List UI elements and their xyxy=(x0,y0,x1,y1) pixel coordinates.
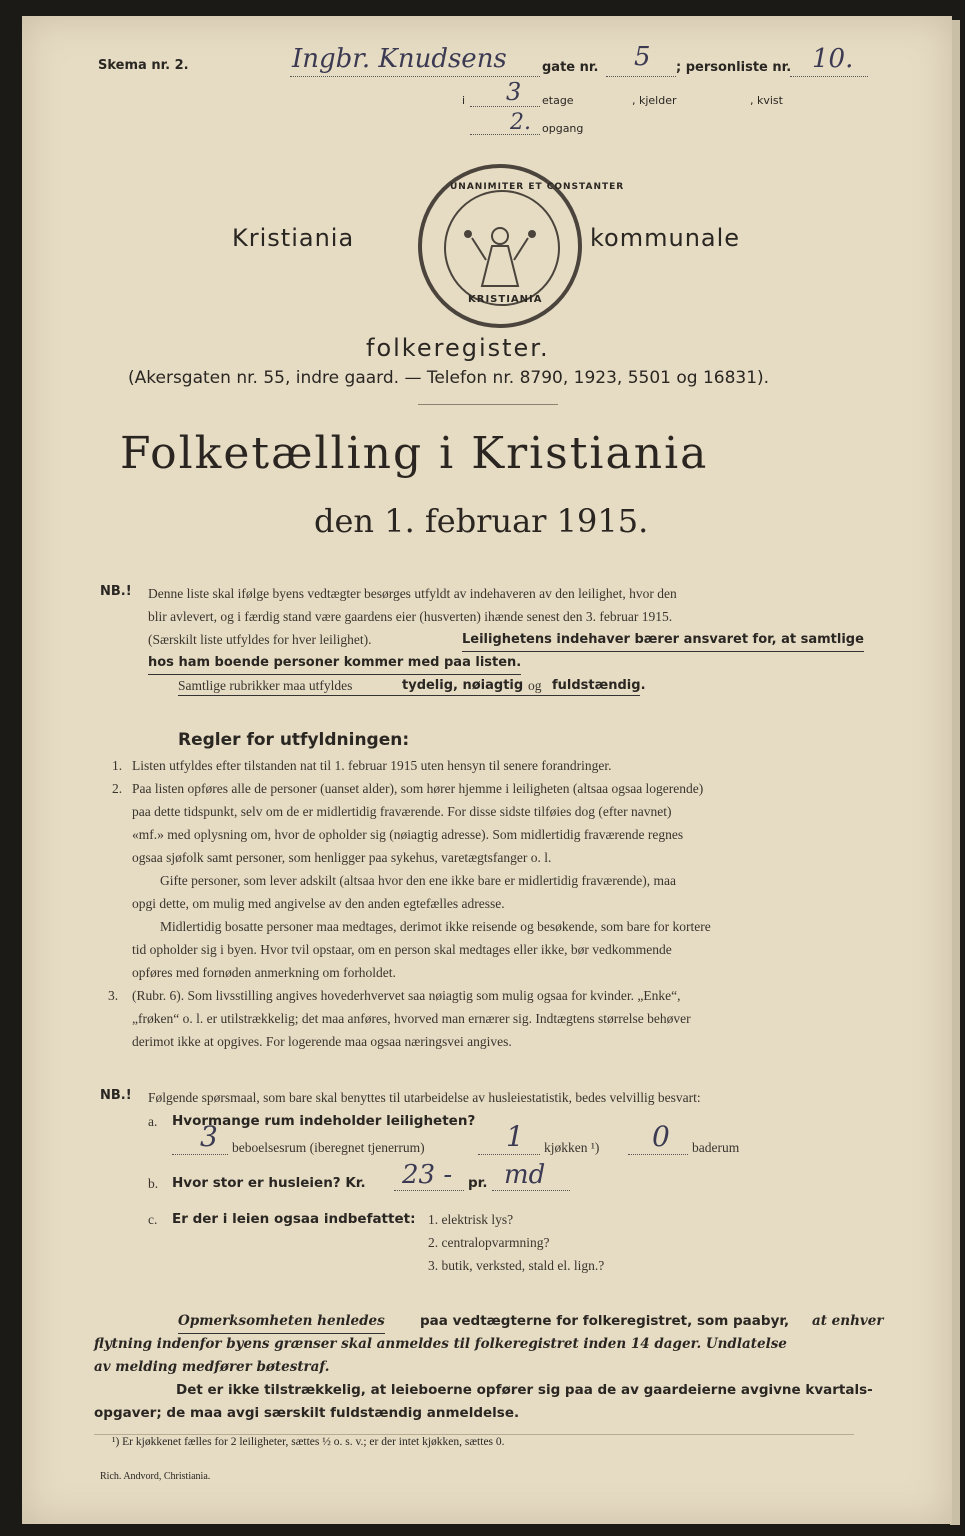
pr-label: pr. xyxy=(468,1175,488,1191)
nb1-line1: Denne liste skal ifølge byens vedtægter besørges utfyldt av indehaveren av den leilighet, hvor den xyxy=(148,586,677,601)
street-underline xyxy=(290,76,540,77)
rule1-text: Listen utfyldes efter tilstanden nat til 1. februar 1915 uten hensyn til senere forandringer. xyxy=(132,758,612,773)
rent-period-handwritten: md xyxy=(504,1160,546,1190)
bath-underline xyxy=(628,1154,688,1155)
rule2-line4: ogsaa sjøfolk samt personer, som henligger paa sykehus, varetægtsfanger o. l. xyxy=(132,850,552,865)
opgang-value-handwritten: 2. xyxy=(510,110,531,135)
i-label: i xyxy=(462,94,466,107)
rule3-number: 3. xyxy=(108,988,119,1003)
census-form xyxy=(22,16,952,1524)
question-c-label: c. xyxy=(148,1212,158,1227)
rule3-line3: derimot ikke at opgives. For logerende maa ogsaa næringsvei angives. xyxy=(132,1034,512,1049)
form-date: den 1. februar 1915. xyxy=(314,502,649,540)
nb1-label: NB.! xyxy=(100,584,132,599)
org-left: Kristiania xyxy=(232,224,355,252)
org-address: (Akersgaten nr. 55, indre gaard. — Telefon nr. 8790, 1923, 5501 og 16831). xyxy=(128,368,770,388)
notice-line1-end: at enhver xyxy=(812,1313,884,1329)
kitchen-label: kjøkken ¹) xyxy=(544,1140,600,1155)
option-c1: 1. elektrisk lys? xyxy=(428,1212,514,1227)
rent-underline xyxy=(394,1190,464,1191)
skema-label: Skema nr. 2. xyxy=(98,58,189,73)
kristiania-seal xyxy=(418,164,625,328)
nb1-line5c: og xyxy=(528,678,542,693)
nb1-line4: hos ham boende personer kommer med paa listen. xyxy=(148,651,521,675)
kvist-label: , kvist xyxy=(750,94,783,107)
rule3-line1: (Rubr. 6). Som livsstilling angives hovederhvervet saa nøiagtig som mulig ogsaa for kvinder. „Enke“, xyxy=(132,988,681,1003)
rooms-underline xyxy=(172,1154,228,1155)
footnote-divider xyxy=(94,1434,854,1435)
question-c-text: Er der i leien ogsaa indbefattet: xyxy=(172,1211,416,1227)
rule1-number: 1. xyxy=(112,758,123,773)
gate-label: gate nr. xyxy=(542,60,599,75)
notice-line4: Det er ikke tilstrækkelig, at leieboerne opfører sig paa de av gaardeierne avgivne kvartals- xyxy=(176,1382,873,1398)
etage-label: etage xyxy=(542,94,574,107)
kitchen-value-handwritten: 1 xyxy=(506,1120,524,1153)
bath-label: baderum xyxy=(692,1140,740,1155)
rule2-line7: Midlertidig bosatte personer maa medtages, derimot ikke reisende og besøkende, som bare for kortere xyxy=(160,919,711,934)
opgang-underline xyxy=(470,134,540,135)
folkeregister-label: folkeregister. xyxy=(366,334,550,362)
rule2-line2: paa dette tidspunkt, selv om de er midlertidig fraværende. For disse sidste tilføies dog (efter navnet) xyxy=(132,804,672,819)
seal-text-top: UNANIMITER ET CONSTANTER xyxy=(450,182,625,192)
nb1-line2: blir avlevert, og i færdig stand være gaardens eier (husverten) ihænde senest den 3. februar 1915. xyxy=(148,609,673,624)
rule2-line9: opføres med fornøden anmerkning om forholdet. xyxy=(132,965,396,980)
personliste-underline xyxy=(790,76,868,77)
nb2-intro: Følgende spørsmaal, som bare skal benyttes til utarbeidelse av husleiestatistik, bedes velvillig besvart: xyxy=(148,1090,701,1105)
option-c2: 2. centralopvarmning? xyxy=(428,1235,550,1250)
question-a-label: a. xyxy=(148,1114,158,1129)
rent-period-underline xyxy=(492,1190,570,1191)
notice-line5: opgaver; de maa avgi særskilt fuldstændig anmeldelse. xyxy=(94,1405,520,1421)
rule2-line3: «mf.» med oplysning om, hvor de opholder sig (nøiagtig adresse). Som midlertidig fraværende regnes xyxy=(132,827,684,842)
nb1-line5-underline xyxy=(178,695,640,696)
personliste-label: ; personliste nr. xyxy=(676,60,792,75)
rule2-line1: Paa listen opføres alle de personer (uanset alder), som hører hjemme i leiligheten (altsaa ogsaa logerende) xyxy=(132,781,704,796)
seal-text-bottom: KRISTIANIA xyxy=(468,294,543,305)
org-right: kommunale xyxy=(590,224,741,252)
rooms-value-handwritten: 3 xyxy=(200,1120,218,1153)
nb1-line5a: Samtlige rubrikker maa utfyldes xyxy=(178,678,353,693)
question-a-text: Hvormange rum indeholder leiligheten? xyxy=(172,1113,476,1129)
question-b-label: b. xyxy=(148,1176,159,1191)
rooms-label: beboelsesrum (iberegnet tjenerrum) xyxy=(232,1140,425,1155)
nb1-line5d: fuldstændig. xyxy=(552,678,646,693)
printer-credit: Rich. Andvord, Christiania. xyxy=(100,1471,211,1482)
rule2-line5: Gifte personer, som lever adskilt (altsaa hvor den ene ikke bare er midlertidig fraværende), maa xyxy=(160,873,677,888)
form-title: Folketælling i Kristiania xyxy=(120,428,709,479)
rent-value-handwritten: 23 - xyxy=(402,1160,453,1190)
rule2-number: 2. xyxy=(112,781,123,796)
notice-line1: paa vedtægterne for folkeregistret, som paabyr, xyxy=(420,1313,790,1329)
nb1-line5b: tydelig, nøiagtig xyxy=(402,678,524,693)
opgang-label: opgang xyxy=(542,122,584,135)
rule2-line8: tid opholder sig i byen. Hvor tvil opstaar, om en person skal medtages eller ikke, bør vedkommende xyxy=(132,942,672,957)
notice-line3: av melding medfører bøtestraf. xyxy=(94,1359,330,1375)
option-c3: 3. butik, verksted, stald el. lign.? xyxy=(428,1258,605,1273)
personliste-number-handwritten: 10. xyxy=(812,44,854,74)
footnote: ¹) Er kjøkkenet fælles for 2 leiligheter, sættes ½ o. s. v.; er der intet kjøkken, sættes 0. xyxy=(112,1436,505,1448)
kjelder-label: , kjelder xyxy=(632,94,677,107)
nb1-line3a: (Særskilt liste utfyldes for hver leilighet). xyxy=(148,632,372,647)
rules-heading: Regler for utfyldningen: xyxy=(178,730,410,750)
question-b-text: Hvor stor er husleien? Kr. xyxy=(172,1175,366,1191)
divider xyxy=(418,404,558,405)
etage-value-handwritten: 3 xyxy=(506,78,522,106)
gate-number-handwritten: 5 xyxy=(634,42,651,72)
notice-emph: Opmerksomheten henledes xyxy=(178,1310,385,1334)
rule3-line2: „frøken“ o. l. er utilstrækkelig; det maa anføres, hvorved man ernærer sig. Indtægtens størrelse behøver xyxy=(132,1011,691,1026)
rule2-line6: opgi dette, om mulig med angivelse av den anden egtefælles adresse. xyxy=(132,896,505,911)
notice-line2: flytning indenfor byens grænser skal anmeldes til folkeregistret inden 14 dager. Undlatelse xyxy=(94,1336,787,1352)
nb2-label: NB.! xyxy=(100,1088,132,1103)
gate-underline xyxy=(606,76,676,77)
bath-value-handwritten: 0 xyxy=(652,1120,670,1153)
nb1-line3b: Leilighetens indehaver bærer ansvaret for, at samtlige xyxy=(462,628,864,652)
street-name-handwritten: Ingbr. Knudsens xyxy=(292,44,507,74)
kitchen-underline xyxy=(478,1154,540,1155)
etage-underline xyxy=(470,106,540,107)
